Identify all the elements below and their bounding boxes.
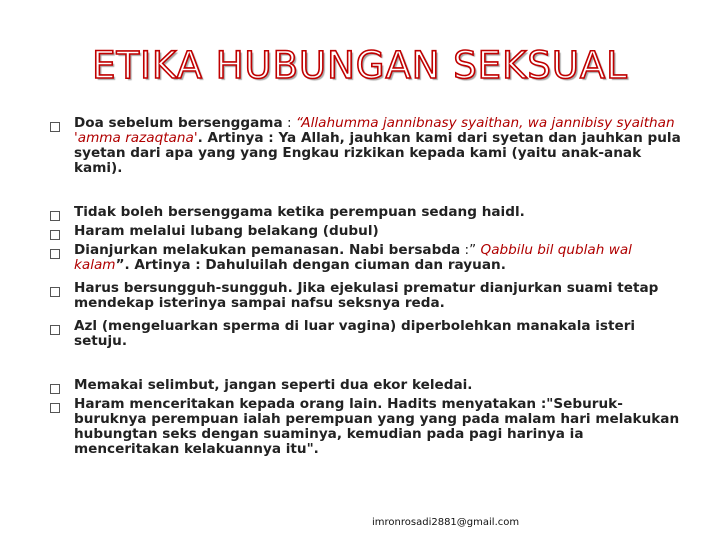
list-item: Haram melalui lubang belakang (dubul) bbox=[74, 223, 379, 239]
page-title: ETIKA HUBUNGAN SEKSUAL bbox=[92, 44, 628, 87]
bullet-square-icon bbox=[50, 403, 60, 413]
bullet-square-icon bbox=[50, 325, 60, 335]
bullet-lead: Doa sebelum bersenggama bbox=[74, 115, 283, 131]
bullet-rest: . Artinya : Ya Allah, jauhkan kami dari syetan dan jauhkan pula syetan dari apa yang yang Engkau rizkikan kepada kami (yaitu anak-anak kami). bbox=[74, 130, 681, 176]
list-item bbox=[74, 243, 684, 273]
bullet-italic-quote: Qabbilu bil qublah wal kalam bbox=[74, 242, 632, 273]
bullet-square-icon bbox=[50, 211, 60, 221]
bullet-lead: Dianjurkan melakukan pemanasan. Nabi bersabda bbox=[74, 242, 461, 258]
list-item: Harus bersungguh-sungguh. Jika ejekulasi prematur dianjurkan suami tetap mendekap isterinya sampai nafsu seksnya reda. bbox=[74, 280, 659, 311]
bullet-rest: ”. Artinya : Dahuluilah dengan ciuman dan rayuan. bbox=[115, 257, 506, 273]
list-item: Azl (mengeluarkan sperma di luar vagina) diperbolehkan manakala isteri setuju. bbox=[74, 318, 636, 349]
list-item: Haram menceritakan kepada orang lain. Hadits menyatakan :"Seburuk-buruknya perempuan ialah perempuan yang yang pada malam hari melakukan hubungtan seks dengan suaminya, kemudian pada pagi harinya ia menceritakan kelakuannya itu". bbox=[74, 396, 680, 457]
bullet-square-icon bbox=[50, 230, 60, 240]
bullet-separator: : bbox=[282, 115, 296, 131]
bullet-separator: :” bbox=[460, 242, 481, 258]
list-item: Memakai selimbut, jangan seperti dua ekor keledai. bbox=[74, 377, 473, 393]
bullet-square-icon bbox=[50, 249, 60, 259]
list-item bbox=[74, 116, 684, 176]
author-email: imronrosadi2881@gmail.com bbox=[372, 517, 520, 528]
bullet-square-icon bbox=[50, 287, 60, 297]
bullet-italic-quote: “Allahumma jannibnasy syaithan, wa jannibisy syaithan 'amma razaqtana' bbox=[74, 115, 675, 146]
bullet-square-icon bbox=[50, 122, 60, 132]
list-item: Tidak boleh bersenggama ketika perempuan sedang haidl. bbox=[74, 204, 525, 220]
bullet-square-icon bbox=[50, 384, 60, 394]
